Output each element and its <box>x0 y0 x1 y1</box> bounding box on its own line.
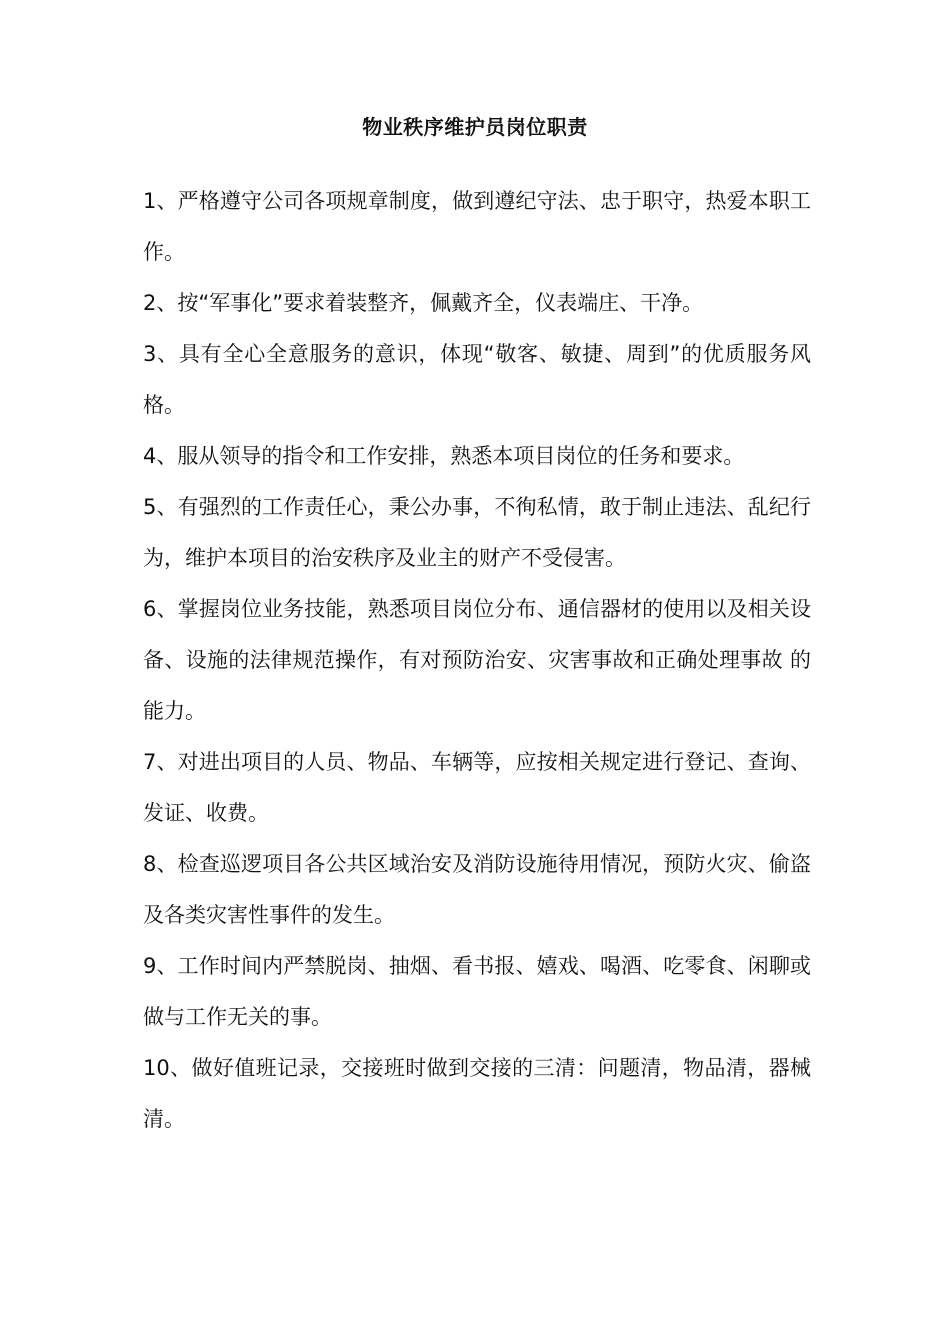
document-title: 物业秩序维护员岗位职责 <box>362 115 588 139</box>
duty-item-9: 9、工作时间内严禁脱岗、抽烟、看书报、嬉戏、喝酒、吃零食、闲聊或做与工作无关的事。 <box>143 954 811 1029</box>
duty-item-7: 7、对进出项目的人员、物品、车辆等，应按相关规定进行登记、查询、发证、收费。 <box>143 750 811 825</box>
duty-item-1: 1、严格遵守公司各项规章制度，做到遵纪守法、忠于职守，热爱本职工作。 <box>143 189 811 264</box>
duty-item-8: 8、检查巡逻项目各公共区域治安及消防设施待用情况，预防火灾、偷盗及各类灾害性事件的发生。 <box>143 852 811 927</box>
duty-list <box>143 176 811 1145</box>
duty-item-5: 5、有强烈的工作责任心，秉公办事，不徇私情，敢于制止违法、乱纪行为，维护本项目的治安秩序及业主的财产不受侵害。 <box>143 495 811 570</box>
duty-item-10: 10、做好值班记录，交接班时做到交接的三清：问题清，物品清，器械清。 <box>143 1056 811 1131</box>
duty-item-6: 6、掌握岗位业务技能，熟悉项目岗位分布、通信器材的使用以及相关设备、设施的法律规范操作，有对预防治安、灾害事故和正确处理事故 的能力。 <box>143 597 811 723</box>
duty-item-2: 2、按“军事化”要求着装整齐，佩戴齐全，仪表端庄、干净。 <box>143 291 704 315</box>
duty-item-4: 4、服从领导的指令和工作安排，熟悉本项目岗位的任务和要求。 <box>143 444 745 468</box>
duty-item-3: 3、具有全心全意服务的意识，体现“敬客、敏捷、周到”的优质服务风格。 <box>143 342 811 417</box>
